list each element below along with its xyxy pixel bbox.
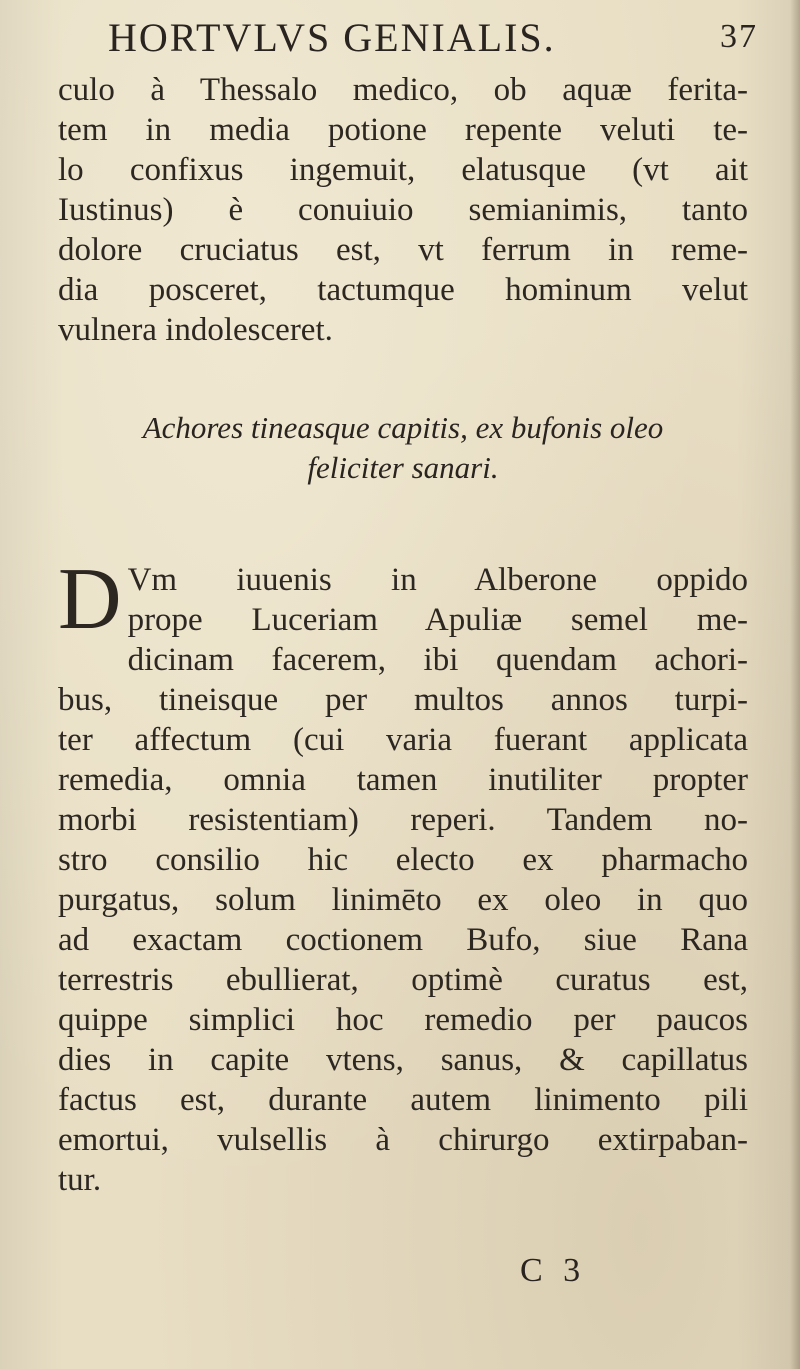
page-number: 37: [720, 18, 758, 55]
text-line: quippe simplici hoc remedio per paucos: [58, 1002, 748, 1038]
page-edge-shadow: [790, 0, 800, 1369]
signature-mark: C 3: [520, 1252, 587, 1289]
text-line: ad exactam coctionem Bufo, siue Rana: [58, 922, 748, 958]
paragraph-continuation: [58, 70, 748, 350]
text-line: tur.: [58, 1162, 102, 1198]
text-line: Iustinus) è conuiuio semianimis, tanto: [58, 192, 748, 228]
text-line: dies in capite vtens, sanus, & capillatus: [58, 1042, 748, 1078]
text-line: factus est, durante autem linimento pili: [58, 1082, 748, 1118]
text-line: ter affectum (cui varia fuerant applicata: [58, 722, 748, 758]
text-line: tem in media potione repente veluti te-: [58, 112, 748, 148]
drop-cap: D: [58, 551, 122, 648]
text-line: morbi resistentiam) reperi. Tandem no-: [58, 802, 748, 838]
text-line: lo confixus ingemuit, elatusque (vt ait: [58, 152, 748, 188]
text-line: purgatus, solum linimēto ex oleo in quo: [58, 882, 748, 918]
text-line: remedia, omnia tamen inutiliter propter: [58, 762, 748, 798]
text-line: dolore cruciatus est, vt ferrum in reme-: [58, 232, 748, 268]
heading-line: feliciter sanari.: [307, 450, 499, 485]
section-heading: [58, 408, 748, 488]
text-line: stro consilio hic electo ex pharmacho: [58, 842, 748, 878]
running-title: HORTVLVS GENIALIS.: [108, 15, 556, 60]
text-line: dia posceret, tactumque hominum velut: [58, 272, 748, 308]
page-footer: [0, 1248, 800, 1298]
text-line: terrestris ebullierat, optimè curatus est,: [58, 962, 748, 998]
running-header: [108, 14, 760, 64]
text-line: prope Luceriam Apuliæ semel me-: [127, 602, 748, 638]
text-line: emortui, vulsellis à chirurgo extirpaban-: [58, 1122, 748, 1158]
text-line: Vm iuuenis in Alberone oppido: [127, 562, 748, 598]
text-line: dicinam facerem, ibi quendam achori-: [127, 642, 748, 678]
text-line: culo à Thessalo medico, ob aquæ ferita-: [58, 72, 748, 108]
text-line: bus, tineisque per multos annos turpi-: [58, 682, 748, 718]
heading-line: Achores tineasque capitis, ex bufonis oleo: [142, 410, 664, 445]
paragraph-main: [58, 551, 748, 1200]
text-line: vulnera indolesceret.: [58, 312, 333, 348]
